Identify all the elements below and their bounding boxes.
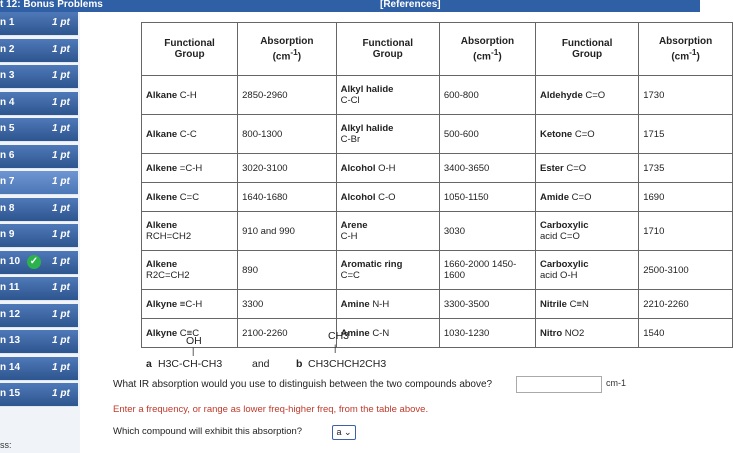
question-points: 1 pt (52, 202, 70, 214)
absorption-cell: 600-800 (439, 76, 535, 115)
group-name: Carboxylic (539, 220, 589, 231)
absorption-cell: 2100-2260 (238, 319, 337, 348)
absorption-cell: 3300 (238, 290, 337, 319)
functional-group-cell (535, 76, 638, 115)
ir-absorption-table (141, 22, 733, 348)
compound-b-label: b (296, 358, 303, 370)
group-name: Ketone (539, 128, 573, 140)
group-bond: NO2 (564, 327, 585, 339)
question-number: n 9 (0, 229, 15, 240)
question-points: 1 pt (52, 17, 70, 28)
compound-select[interactable]: a ⌄ (332, 425, 356, 440)
group-name: Alkyl halide (340, 123, 394, 134)
group-name: Alkene (146, 220, 178, 231)
question-points: 1 pt (52, 388, 70, 399)
compound-b-bond: | (334, 343, 337, 353)
functional-group-cell (535, 212, 638, 251)
functional-group-cell (535, 251, 638, 290)
group-bond: C-H (179, 89, 197, 101)
group-bond: C≡N (569, 298, 589, 310)
table-row (142, 76, 733, 115)
compound-a-label: a (146, 358, 152, 370)
absorption-cell: 1710 (639, 212, 733, 251)
question-panel (80, 12, 713, 453)
table-header-row (142, 23, 733, 76)
question-number: n 14 (0, 361, 21, 373)
sidebar-question-item[interactable] (0, 145, 78, 169)
functional-group-cell (336, 154, 439, 183)
functional-group-cell (535, 115, 638, 154)
absorption-cell: 1690 (639, 183, 733, 212)
header-absorption-3: Absorption $(cm^{-1})$ (639, 23, 733, 76)
group-name: Alkane (146, 89, 178, 101)
sidebar-question-item[interactable] (0, 118, 78, 142)
group-bond: acid O-H (539, 270, 578, 281)
hint-text: Enter a frequency, or range as lower freq-higher freq, from the table above. (113, 404, 429, 415)
compound-b-formula: CH3CHCH2CH3 (308, 358, 387, 370)
assignment-title: t 12: Bonus Problems (0, 0, 103, 10)
absorption-cell: 2500-3100 (639, 251, 733, 290)
group-name: Nitro (539, 327, 563, 339)
group-bond: C=C (340, 270, 360, 281)
group-name: Alkene (146, 162, 178, 174)
question-number: n 2 (0, 43, 15, 55)
header-functional-group-3: Functional Group (535, 23, 638, 76)
group-bond: O-H (378, 162, 396, 174)
question-number: n 5 (0, 123, 15, 134)
group-name: Carboxylic (539, 259, 589, 270)
group-name: Nitrile (539, 298, 567, 310)
group-bond: C-Cl (340, 95, 360, 106)
question-number: n 1 (0, 17, 15, 28)
check-icon: ✓ (27, 255, 41, 269)
question-sidebar (0, 12, 80, 453)
functional-group-cell (336, 183, 439, 212)
compound-a-formula: H3C-CH-CH3 (158, 358, 223, 370)
question-number: n 11 (0, 282, 20, 293)
group-name: Amine (340, 298, 370, 310)
which-compound-text: Which compound will exhibit this absorption? (113, 426, 303, 437)
functional-group-cell (535, 154, 638, 183)
sidebar-question-item[interactable] (0, 65, 78, 89)
group-bond: C=O (566, 162, 587, 174)
absorption-cell: 3400-3650 (439, 154, 535, 183)
functional-group-cell (336, 212, 439, 251)
absorption-cell: 500-600 (439, 115, 535, 154)
question-number: n 3 (0, 70, 15, 81)
compound-b-ch3: CH3 (328, 330, 350, 342)
sidebar-question-item[interactable] (0, 39, 78, 63)
absorption-cell: 800-1300 (238, 115, 337, 154)
header-functional-group-1: Functional Group (142, 23, 238, 76)
group-bond: C=O (585, 89, 606, 101)
functional-group-cell (336, 76, 439, 115)
sidebar-question-item[interactable] (0, 251, 78, 275)
compound-select-value: a (336, 427, 342, 437)
functional-group-cell (336, 251, 439, 290)
functional-group-cell (535, 319, 638, 348)
absorption-cell: 3020-3100 (238, 154, 337, 183)
question-points: 1 pt (52, 229, 70, 240)
group-bond: =C-H (179, 162, 203, 174)
absorption-cell: 2210-2260 (639, 290, 733, 319)
absorption-cell: 2850-2960 (238, 76, 337, 115)
question-points: 1 pt (52, 43, 70, 55)
frequency-input[interactable] (516, 376, 602, 393)
absorption-cell: 1030-1230 (439, 319, 535, 348)
functional-group-cell (336, 115, 439, 154)
absorption-cell: 1640-1680 (238, 183, 337, 212)
sidebar-question-item[interactable] (0, 330, 78, 354)
question-number: n 12 (0, 308, 21, 320)
group-name: Alcohol (340, 191, 376, 203)
group-name: Alkene (146, 191, 178, 203)
question-points: 1 pt (52, 282, 70, 293)
sidebar-question-item[interactable] (0, 277, 78, 301)
table-row (142, 319, 733, 348)
absorption-cell: 1735 (639, 154, 733, 183)
absorption-cell: 3030 (439, 212, 535, 251)
group-name: Alcohol (340, 162, 376, 174)
question-points: 1 pt (52, 255, 70, 267)
functional-group-cell (535, 290, 638, 319)
header-absorption-1: Absorption $(cm^{-1})$ (238, 23, 337, 76)
group-bond: ≡C-H (179, 298, 203, 310)
functional-group-cell (142, 251, 238, 290)
question-number: n 13 (0, 335, 21, 346)
header-absorption-2: Absorption $(cm^{-1})$ (439, 23, 535, 76)
sidebar-question-item[interactable] (0, 383, 78, 407)
sidebar-question-item[interactable] (0, 198, 78, 222)
sidebar-question-item[interactable] (0, 357, 78, 381)
top-bar (0, 0, 700, 12)
functional-group-cell (336, 290, 439, 319)
header-functional-group-2: Functional Group (336, 23, 439, 76)
group-bond: N-H (372, 298, 390, 310)
compound-and: and (252, 358, 270, 370)
sidebar-question-item[interactable] (0, 171, 78, 195)
group-name: Alkyne (146, 327, 178, 339)
sidebar-question-item[interactable] (0, 12, 78, 36)
group-bond: R2C=CH2 (146, 270, 190, 281)
group-bond: C-C (179, 128, 197, 140)
absorption-cell: 1730 (639, 76, 733, 115)
question-points: 1 pt (52, 96, 70, 108)
group-name: Ester (539, 162, 564, 174)
group-name: Amine (340, 327, 370, 339)
group-bond: RCH=CH2 (146, 231, 192, 242)
question-text: What IR absorption would you use to distinguish between the two compounds above? (113, 379, 493, 390)
absorption-cell: 1715 (639, 115, 733, 154)
question-number: n 8 (0, 202, 15, 214)
group-name: Alkyne (146, 298, 178, 310)
table-row (142, 290, 733, 319)
table-row (142, 251, 733, 290)
references-link[interactable]: [References] (380, 0, 441, 10)
question-number: n 10 (0, 255, 21, 267)
group-name: Aromatic ring (340, 259, 403, 270)
group-name: Alkene (146, 259, 178, 270)
group-name: Arene (340, 220, 368, 231)
question-number: n 7 (0, 176, 15, 187)
group-bond: C-O (378, 191, 396, 203)
question-points: 1 pt (52, 70, 70, 81)
absorption-cell: 1660-2000 1450-1600 (439, 251, 535, 290)
group-bond: C-N (372, 327, 390, 339)
group-bond: acid C=O (539, 231, 580, 242)
absorption-cell: 890 (238, 251, 337, 290)
table-row (142, 115, 733, 154)
group-name: Alkane (146, 128, 178, 140)
functional-group-cell (142, 183, 238, 212)
table-row (142, 154, 733, 183)
question-points: 1 pt (52, 176, 70, 187)
sidebar-footer: ss: (0, 440, 12, 450)
functional-group-cell (336, 319, 439, 348)
group-bond: C≡C (179, 327, 200, 339)
question-points: 1 pt (52, 335, 70, 346)
absorption-cell: 1050-1150 (439, 183, 535, 212)
absorption-cell: 3300-3500 (439, 290, 535, 319)
question-number: n 15 (0, 388, 21, 399)
group-bond: C=O (571, 191, 592, 203)
absorption-cell: 1540 (639, 319, 733, 348)
sidebar-question-item[interactable] (0, 92, 78, 116)
group-bond: C-Br (340, 134, 361, 145)
functional-group-cell (535, 183, 638, 212)
table-row (142, 183, 733, 212)
question-points: 1 pt (52, 123, 70, 134)
group-name: Amide (539, 191, 570, 203)
question-number: n 4 (0, 96, 15, 108)
group-bond: C-H (340, 231, 358, 242)
group-name: Aldehyde (539, 89, 583, 101)
compound-a-oh: OH (186, 335, 202, 347)
sidebar-question-item[interactable] (0, 224, 78, 248)
question-number: n 6 (0, 149, 15, 161)
group-name: Alkyl halide (340, 84, 394, 95)
question-points: 1 pt (52, 361, 70, 373)
functional-group-cell (142, 76, 238, 115)
functional-group-cell (142, 212, 238, 251)
question-points: 1 pt (52, 308, 70, 320)
functional-group-cell (142, 115, 238, 154)
unit-label: cm-1 (606, 378, 626, 388)
group-bond: C=C (179, 191, 200, 203)
question-points: 1 pt (52, 149, 70, 161)
compound-a-bond: | (192, 346, 195, 356)
functional-group-cell (142, 154, 238, 183)
table-row (142, 212, 733, 251)
group-bond: C=O (574, 128, 595, 140)
sidebar-question-item[interactable] (0, 304, 78, 328)
functional-group-cell (142, 290, 238, 319)
absorption-cell: 910 and 990 (238, 212, 337, 251)
